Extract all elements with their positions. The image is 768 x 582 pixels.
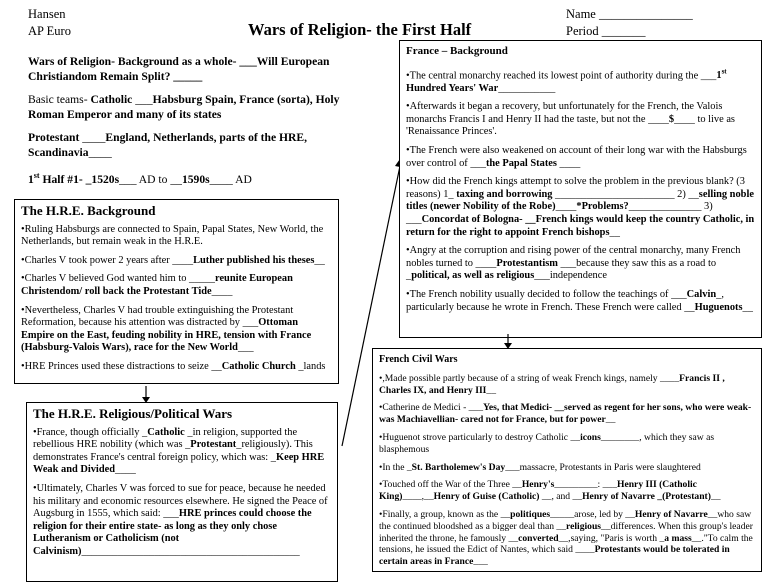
hre-background-title: The H.R.E. Background: [21, 203, 156, 218]
civil-wars-title: French Civil Wars: [379, 354, 458, 365]
hre-background-item: •Ruling Habsburgs are connected to Spain, Papal States, New World, the Netherlands, but remain weak in the H.R.E.: [21, 223, 324, 248]
period-field: Period _______: [566, 24, 646, 38]
france-background-item: •How did the French kings attempt to solve the problem in the previous blank? (3 reasons) 1_ taxing and borrowing _______________________ 2) __selling noble titles (newer Nobility of the Robe)____*Problems?______________ 3) ___Concordat of Bologna- __French kings would keep the country Catholic, in return for the right to appoint French bishops__: [406, 176, 755, 238]
france-background-item: •Afterwards it began a recovery, but unfortunately for the French, the Valois monarchs Francis I and Henry II had the taste, but not the ____$____ to live as 'Renaissance Princes'.: [406, 101, 735, 138]
intro-catholic-team: Basic teams- Catholic ___Habsburg Spain, France (sorta), Holy Roman Emperor and many of its states: [28, 93, 340, 121]
hre-background-box: [14, 199, 339, 384]
hre-background-item: •Charles V believed God wanted him to _____reunite European Christendom/ roll back the Protestant Tide____: [21, 273, 293, 297]
teacher-name: Hansen: [28, 7, 66, 21]
civil-wars-item: •,Made possible partly because of a string of weak French kings, namely ____Francis II , Charles IX, and Henry III__: [379, 372, 725, 396]
course-name: AP Euro: [28, 24, 71, 38]
hre-wars-item: •France, though officially _Catholic _in religion, supported the rebellious HRE nobility (which was _Protestant_religiously). This demonstrates France's central foreign policy, which was: _Keep HRE Weak and Divided____: [33, 426, 325, 476]
hre-wars-item: •Ultimately, Charles V was forced to sue for peace, because he needed his military and economic resources elsewhere. He signed the Peace of Augsburg in 1555, which said: ___HRE princes could choose the religion for their entire state- as long as they only chose Lutheranism or Catholicism (not Calvinism)__________________________________________: [33, 482, 328, 557]
france-background-title: France – Background: [406, 45, 508, 57]
civil-wars-item: •Finally, a group, known as the __politiques_____arose, led by __Henry of Navarre__who saw the continued bloodshed as a bigger deal than __religious__differences. When this group's leader inherited the throne, he famously __converted__,saying, "Paris is worth _a mass__."To calm the tensions, he issued the Edict of Nantes, which said ____Protestants would be tolerated in certain areas in France___: [379, 508, 753, 568]
civil-wars-box: [372, 348, 762, 572]
france-background-item: •The French nobility usually decided to follow the teachings of ___Calvin_, particularly because he wrote in French. These French were called __Huguenots__: [406, 288, 753, 313]
civil-wars-item: •In the _St. Bartholemew's Day___massacre, Protestants in Paris were slaughtered: [379, 461, 701, 473]
hre-background-item: •Nevertheless, Charles V had trouble extinguishing the Protestant Reformation, because his attention was distracted by ___Ottoman Empire on the East, feuding nobility in HRE, tension with France (Habsburg-Valois Wars), race for the New World___: [21, 304, 312, 354]
france-background-item: •Angry at the corruption and rising power of the central monarchy, many French nobles turned to ____Protestantism ___because they saw this as a road to _political, as well as religious___independence: [406, 245, 741, 282]
name-field: Name _______________: [566, 7, 693, 21]
civil-wars-item: •Touched off the War of the Three __Henry's_________: ___Henry III (Catholic King)____,__Henry of Guise (Catholic) __, and __Henry of Navarre _(Protestant)__: [379, 479, 721, 503]
civil-wars-item: •Huguenot strove particularly to destroy Catholic __icons________, which they saw as blasphemous: [379, 431, 715, 455]
intro-section: [28, 55, 358, 196]
page-title: Wars of Religion- the First Half: [248, 20, 472, 39]
intro-background: Wars of Religion- Background as a whole- ___Will European Christiandom Remain Split? _____: [28, 55, 330, 83]
france-background-box: [399, 40, 762, 338]
france-background-item: •The central monarchy reached its lowest point of authority during the ___1st Hundred Years' War___________: [406, 67, 727, 94]
intro-first-half-dates: 1st Half #1- _1520s___ AD to __1590s____ AD: [28, 171, 252, 186]
hre-background-item: •Charles V took power 2 years after ____Luther published his theses__: [21, 254, 325, 266]
hre-wars-box: [26, 402, 338, 582]
hre-background-item: •HRE Princes used these distractions to seize __Catholic Church _lands: [21, 360, 326, 372]
hre-wars-title: The H.R.E. Religious/Political Wars: [33, 406, 233, 421]
intro-protestant-team: Protestant ____England, Netherlands, parts of the HRE, Scandinavia____: [28, 131, 308, 159]
france-background-item: •The French were also weakened on account of their long war with the Habsburgs over control of ___the Papal States ____: [406, 145, 747, 169]
civil-wars-item: •Catherine de Medici - ___Yes, that Medici- __served as regent for her sons, who were weak- was Machiavellian- cared not for France, but for power__: [379, 402, 752, 426]
